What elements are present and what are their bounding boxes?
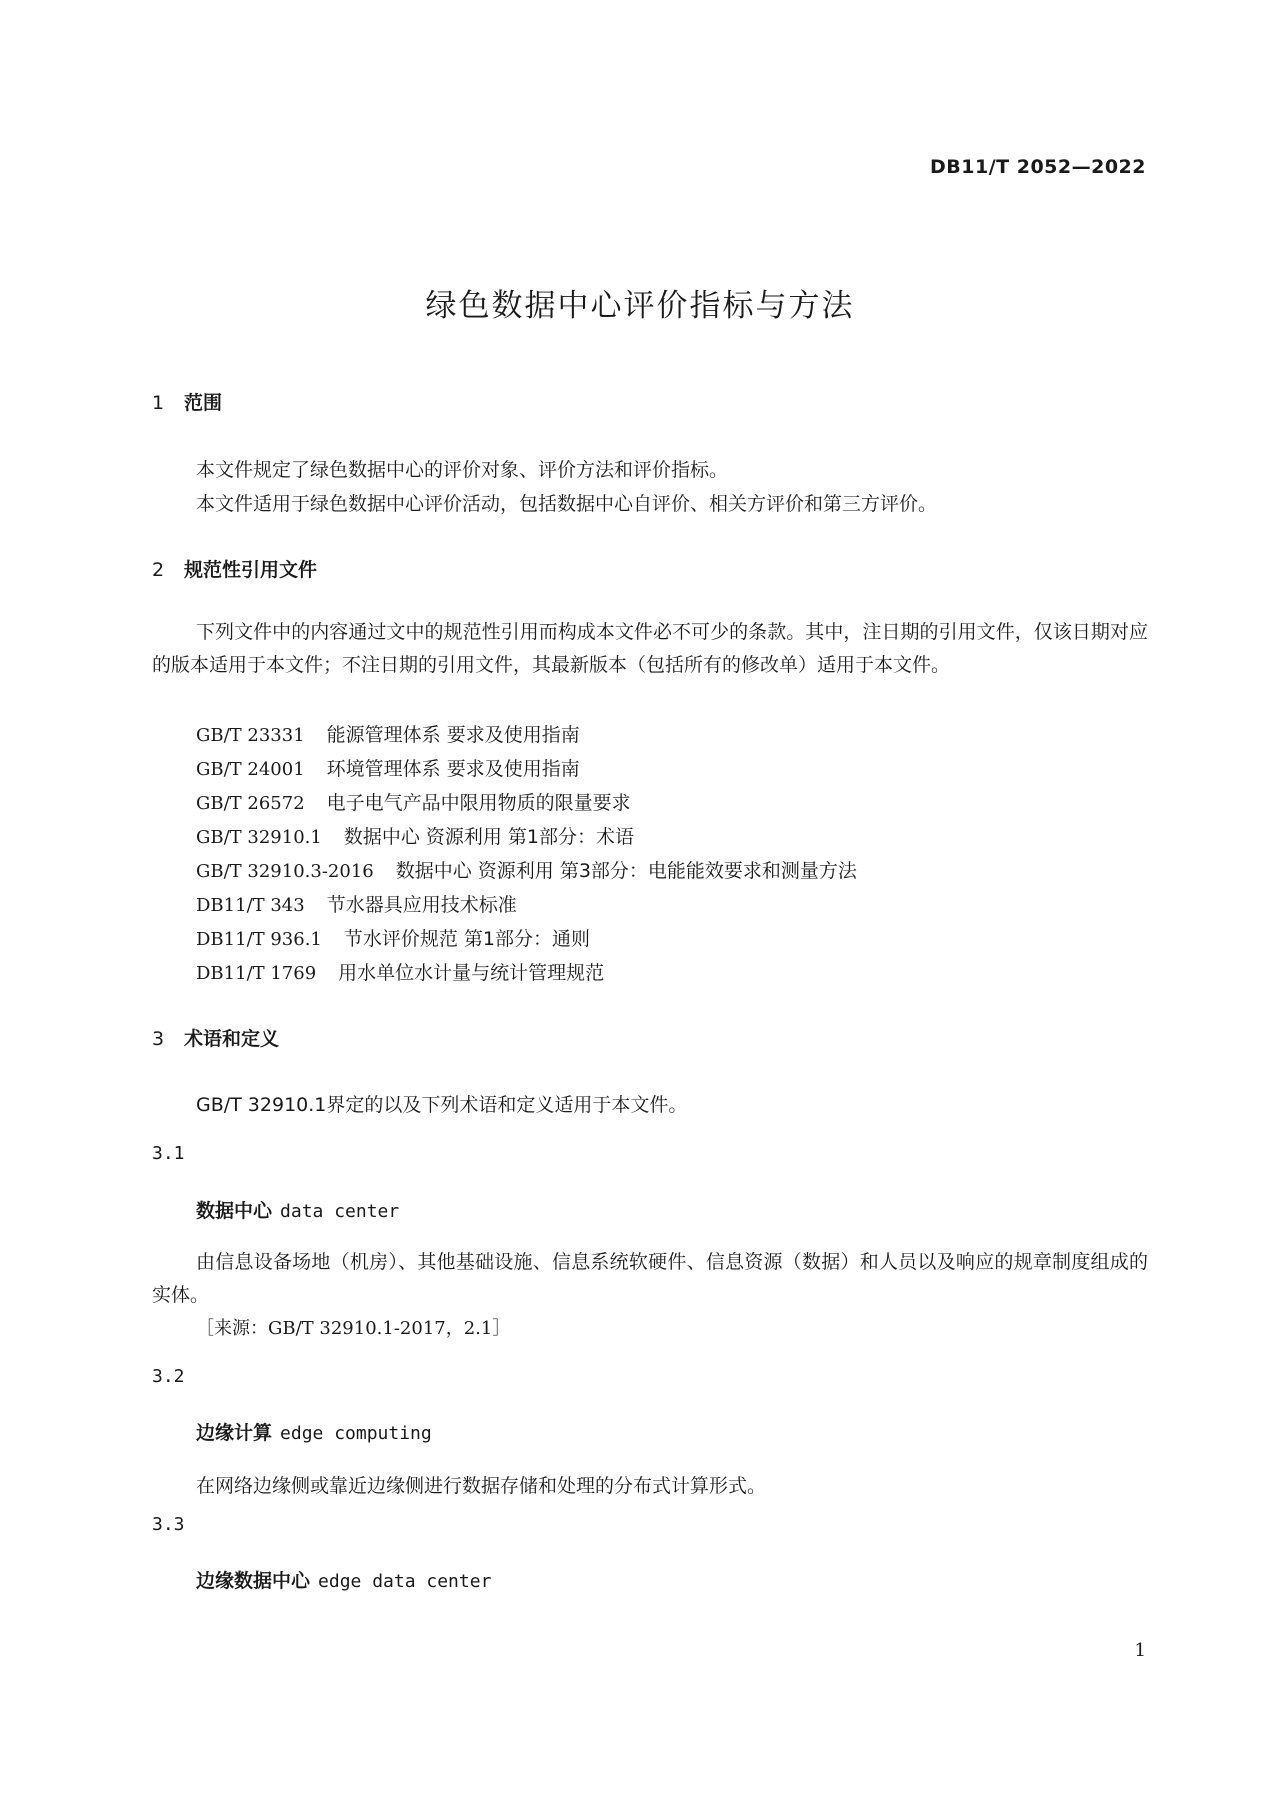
paragraph: 本文件适用于绿色数据中心评价活动，包括数据中心自评价、相关方评价和第三方评价。 xyxy=(196,493,938,515)
reference-name: 电子电气产品中限用物质的限量要求 xyxy=(326,792,631,814)
reference-item xyxy=(196,856,857,883)
term-chinese: 边缘计算 xyxy=(196,1422,273,1444)
reference-item xyxy=(196,788,631,815)
document-title: 绿色数据中心评价指标与方法 xyxy=(425,288,855,324)
reference-code: DB11/T 936.1 xyxy=(196,929,322,950)
term-heading xyxy=(196,1566,491,1593)
paragraph: 本文件规定了绿色数据中心的评价对象、评价方法和评价指标。 xyxy=(196,459,729,481)
term-number: 3.2 xyxy=(152,1366,185,1387)
section-title: 范围 xyxy=(184,392,223,414)
reference-code: GB/T 26572 xyxy=(196,793,305,814)
reference-name: 节水器具应用技术标准 xyxy=(326,894,517,916)
reference-code: GB/T 24001 xyxy=(196,759,305,780)
reference-code: GB/T 32910.3-2016 xyxy=(196,861,374,882)
section-3-heading xyxy=(152,1024,279,1051)
document-code: DB11/T 2052—2022 xyxy=(930,156,1146,178)
paragraph: 下列文件中的内容通过文中的规范性引用而构成本文件必不可少的条款。其中，注日期的引用文件，仅该日期对应的版本适用于本文件；不注日期的引用文件，其最新版本（包括所有的修改单）适用于本文件。 xyxy=(152,621,1148,676)
reference-item xyxy=(196,822,634,849)
paragraph: GB/T 32910.1界定的以及下列术语和定义适用于本文件。 xyxy=(196,1094,688,1116)
term-definition: 在网络边缘侧或靠近边缘侧进行数据存储和处理的分布式计算形式。 xyxy=(196,1475,767,1497)
term-number: 3.1 xyxy=(152,1143,185,1164)
reference-name: 用水单位水计量与统计管理规范 xyxy=(338,962,605,984)
reference-item xyxy=(196,754,580,781)
section-2-heading xyxy=(152,555,317,582)
reference-code: DB11/T 343 xyxy=(196,895,305,916)
term-definition: 由信息设备场地（机房）、其他基础设施、信息系统软硬件、信息资源（数据）和人员以及响应的规章制度组成的实体。 xyxy=(152,1251,1148,1306)
reference-item xyxy=(196,958,604,985)
reference-code: DB11/T 1769 xyxy=(196,963,317,984)
section-number: 3 xyxy=(152,1028,165,1050)
reference-code: GB/T 23331 xyxy=(196,725,305,746)
term-english: data center xyxy=(280,1201,400,1222)
term-chinese: 数据中心 xyxy=(196,1200,273,1222)
section-title: 规范性引用文件 xyxy=(184,559,318,581)
term-heading xyxy=(196,1418,432,1445)
section-number: 2 xyxy=(152,559,165,581)
page-number: 1 xyxy=(1134,1640,1146,1661)
term-english: edge computing xyxy=(280,1423,432,1444)
reference-item xyxy=(196,720,580,747)
term-source: ［来源：GB/T 32910.1-2017，2.1］ xyxy=(196,1318,511,1339)
term-heading xyxy=(196,1196,399,1223)
reference-name: 节水评价规范 第1部分：通则 xyxy=(343,928,591,950)
reference-name: 数据中心 资源利用 第1部分：术语 xyxy=(343,826,635,848)
reference-item xyxy=(196,924,590,951)
term-chinese: 边缘数据中心 xyxy=(196,1570,311,1592)
reference-name: 能源管理体系 要求及使用指南 xyxy=(326,724,580,746)
section-title: 术语和定义 xyxy=(184,1028,280,1050)
reference-name: 环境管理体系 要求及使用指南 xyxy=(326,758,580,780)
section-number: 1 xyxy=(152,392,165,414)
section-1-heading xyxy=(152,388,222,415)
reference-code: GB/T 32910.1 xyxy=(196,827,322,848)
reference-item xyxy=(196,890,517,917)
term-number: 3.3 xyxy=(152,1514,185,1535)
reference-name: 数据中心 资源利用 第3部分：电能能效要求和测量方法 xyxy=(395,860,857,882)
term-english: edge data center xyxy=(318,1571,492,1592)
